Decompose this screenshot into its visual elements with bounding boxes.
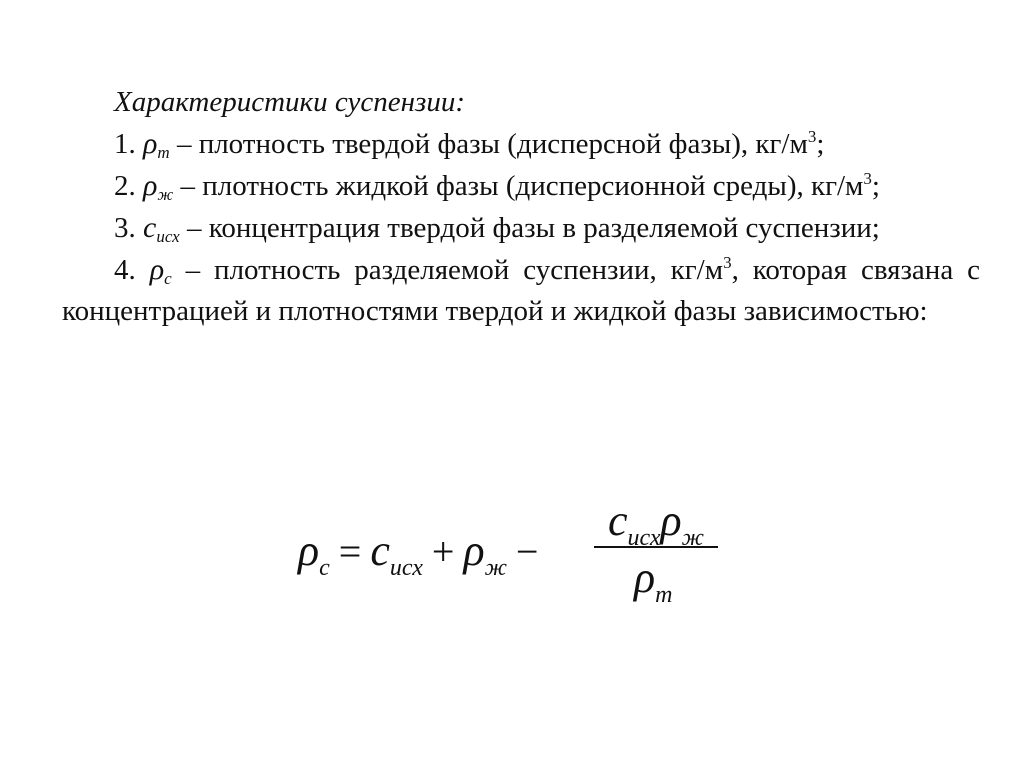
formula-subscript: исх: [389, 555, 423, 581]
superscript: 3: [863, 169, 872, 188]
item-tail: ;: [871, 170, 880, 202]
formula-c: c: [370, 526, 390, 575]
formula-rho: ρ: [298, 526, 320, 575]
formula-rho: ρ: [463, 526, 485, 575]
superscript: 3: [807, 127, 817, 146]
item-2: [62, 165, 980, 207]
subscript: с: [164, 269, 172, 288]
item-tail: ;: [816, 128, 825, 160]
formula-plus: +: [431, 529, 455, 574]
formula-rho: ρ: [634, 553, 656, 602]
item-number: 2.: [114, 170, 136, 202]
formula-equals: =: [338, 529, 362, 574]
symbol: с: [143, 211, 157, 244]
fraction-numerator: [594, 495, 718, 551]
item-3: [62, 207, 980, 249]
formula-left-side: [298, 525, 543, 581]
item-tail: , которая связана с концентрацией и плотностями твердой и жидкой фазы зависимостью:: [62, 254, 981, 327]
density-formula: [298, 495, 738, 625]
symbol: ρ: [149, 253, 165, 286]
formula-rho: ρ: [660, 496, 682, 545]
formula-subscript: ж: [484, 555, 507, 581]
item-4: [62, 249, 980, 332]
subscript: ж: [157, 185, 174, 204]
item-number: 4.: [114, 254, 136, 286]
fraction-denominator: [594, 552, 718, 608]
symbol: ρ: [143, 169, 158, 202]
item-number: 3.: [114, 212, 136, 244]
subscript: т: [157, 143, 170, 162]
formula-minus: −: [515, 529, 539, 574]
symbol: ρ: [143, 127, 158, 160]
item-text: – плотность твердой фазы (дисперсной фазы), кг/м: [176, 128, 808, 160]
formula-subscript: ж: [681, 525, 704, 551]
heading: Характеристики суспензии:: [114, 86, 465, 118]
formula-subscript: исх: [627, 525, 661, 551]
formula-subscript: т: [655, 582, 673, 608]
superscript: 3: [723, 253, 732, 272]
item-text: – концентрация твердой фазы в разделяемой суспензии;: [186, 212, 880, 244]
item-1: [62, 123, 980, 165]
formula-subscript: с: [319, 555, 330, 581]
formula-fraction: [594, 495, 718, 608]
item-text: – плотность разделяемой суспензии, кг/м: [185, 254, 724, 286]
formula-c: c: [608, 496, 628, 545]
item-number: 1.: [114, 128, 136, 160]
definitions-text: [62, 82, 980, 332]
item-text: – плотность жидкой фазы (дисперсионной среды), кг/м: [180, 170, 864, 202]
subscript: исх: [156, 227, 180, 246]
